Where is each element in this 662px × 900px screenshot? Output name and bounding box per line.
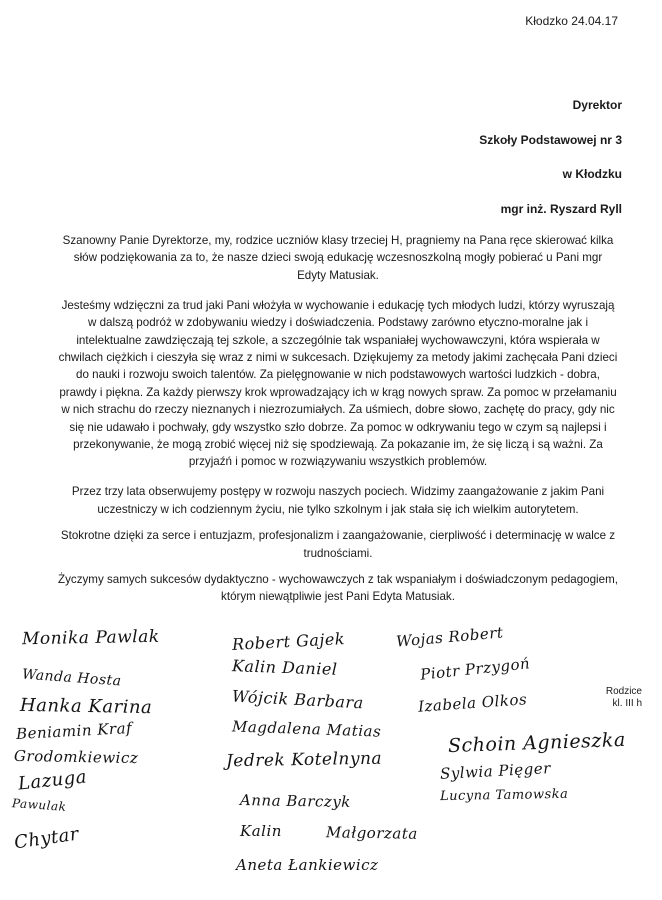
parents-label-line2: kl. III h — [612, 698, 642, 709]
paragraph-thanks: Stokrotne dzięki za serce i entuzjazm, profesjonalizm i zaangażowanie, cierpliwość i determinację w walce z trudnościami. — [60, 529, 616, 560]
signature: Wójcik Barbara — [231, 686, 365, 713]
addressee-title: Dyrektor — [572, 98, 622, 112]
addressee-name: mgr inż. Ryszard Ryll — [500, 202, 622, 216]
signature: Małgorzata — [325, 823, 418, 843]
signature: Kalin — [240, 822, 282, 840]
signature: Hanka Karina — [19, 694, 153, 719]
signature: Lucyna Tamowska — [439, 786, 569, 805]
signature: Robert Gajek — [231, 629, 346, 654]
signature: Beniamin Kraf — [15, 718, 133, 744]
signature: Wojas Robert — [395, 623, 505, 651]
addressee-city: w Kłodzku — [562, 167, 622, 181]
place-date: Kłodzko 24.04.17 — [525, 14, 618, 28]
signature: Pawulak — [11, 796, 67, 814]
signature: Piotr Przygoń — [419, 654, 531, 684]
signature: Aneta Łankiewicz — [236, 856, 379, 874]
signature: Grodomkiewicz — [13, 746, 139, 768]
signature: Jedrek Kotelnyna — [225, 748, 383, 772]
signature: Monika Pawlak — [21, 626, 160, 650]
signature: Wanda Hosta — [21, 666, 123, 690]
parents-label-line1: Rodzice — [605, 686, 642, 697]
signature: Sylwia Pięger — [439, 759, 552, 783]
letter-body — [58, 232, 618, 618]
paragraph-greeting: Szanowny Panie Dyrektorze, my, rodzice uczniów klasy trzeciej H, pragniemy na Pana ręce skierować kilka słów podziękowania za to, że nasze dzieci swoją edukację wczesnoszkolną mogły pobierać u Pani mgr Edyty Matusiak. — [62, 234, 614, 282]
signature-area — [0, 620, 662, 900]
paragraph-gratitude: Jesteśmy wdzięczni za trud jaki Pani włożyła w wychowanie i edukację tych młodych ludzi, którzy wyruszają w dalszą podróż w zdobywaniu wiedzy i doświadczenia. Podstawy zarówno etyczno-moralne jak i intelektualne zawdzięczają tej szkole, a szczególnie tak wspaniałej wychowawczyni, która wspierała w chwilach ciężkich i cieszyła się wraz z nimi w sukcesach. Dziękujemy za metody jakimi zachęcała Pani dzieci do nauki i rozwoju swoich talentów. Za pielęgnowanie w nich podstawowych wartości ludzkich - dobra, prawdy i piękna. Za każdy pierwszy krok wprowadzający ich w krąg nowych spraw. Za pomoc w przełamaniu w nich strachu do rzeczy nieznanych i niezrozumiałych. Za uśmiech, dobre słowo, zachętę do pracy, gdy nic się nie udawało i pochwały, gdy wszystko szło dobrze. Za pomoc w odkrywaniu tego w czym są najlepsi i przekonywanie, że mogą zrobić więcej niż się spodziewają. Za pokazanie im, że się liczą i są ważni. Za przyjaźń i pomoc w rozwiązywaniu wszystkich problemów. — [58, 298, 618, 469]
signature: Izabela Olkos — [417, 690, 528, 716]
signature: Schoin Agnieszka — [447, 728, 627, 758]
signature: Kalin Daniel — [231, 656, 338, 679]
parents-label — [606, 686, 642, 710]
paragraph-observation: Przez trzy lata obserwujemy postępy w rozwoju naszych pociech. Widzimy zaangażowanie z jakim Pani uczestniczy w ich codziennym życiu, nie tylko szkolnym i jak stała się ich wielkim autorytetem. — [71, 485, 605, 516]
signature: Magdalena Matias — [231, 717, 382, 741]
paragraph-wishes: Życzymy samych sukcesów dydaktyczno - wychowawczych z tak wspaniałym i doświadczonym pedagogiem, którym niewątpliwie jest Pani Edyta Matusiak. — [58, 572, 618, 604]
signature: Chytar — [12, 823, 81, 854]
addressee-school: Szkoły Podstawowej nr 3 — [479, 133, 622, 147]
signature: Anna Barczyk — [239, 791, 352, 811]
signature: Lazuga — [17, 766, 88, 795]
